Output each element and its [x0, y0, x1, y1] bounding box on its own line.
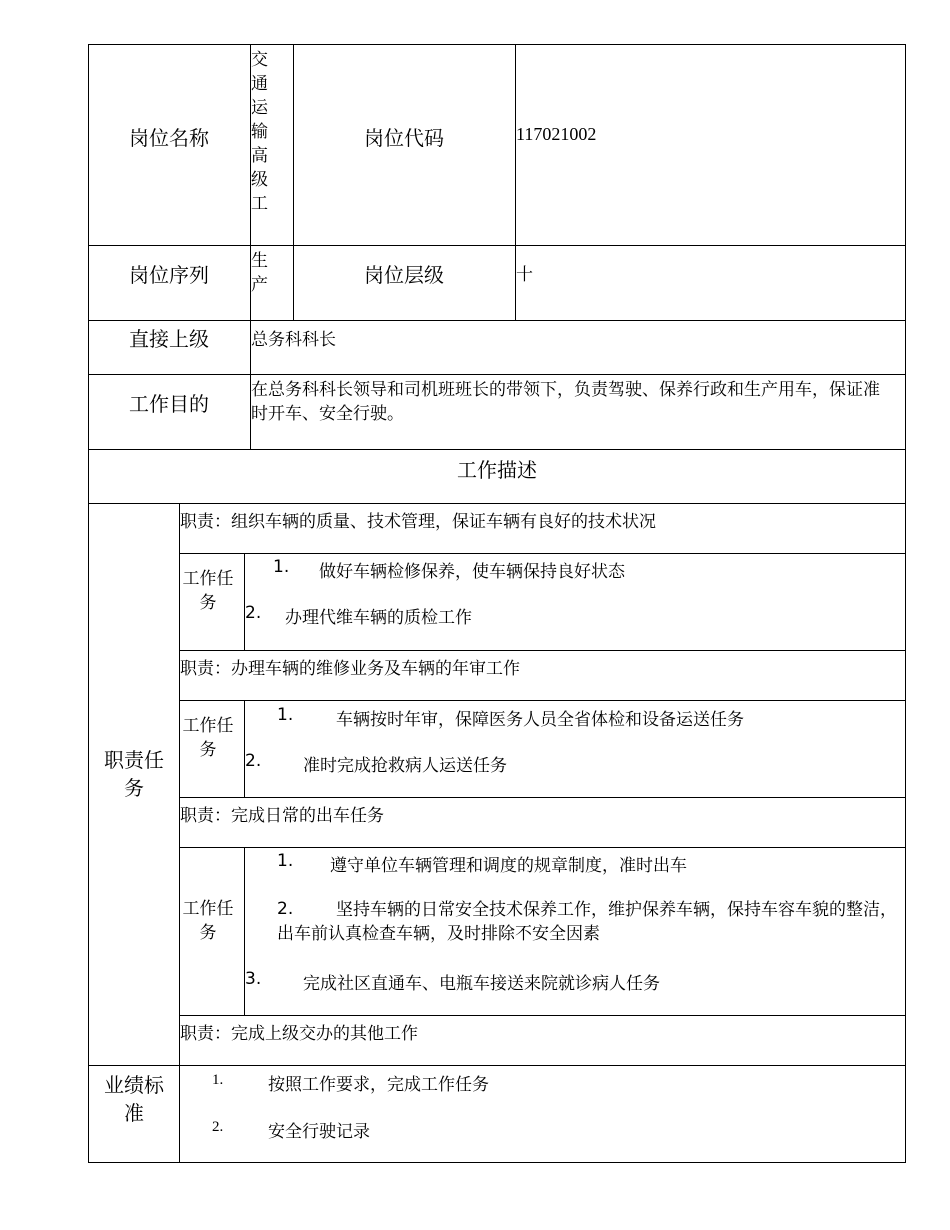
row-divider — [88, 449, 906, 450]
task-number: 2. — [245, 751, 262, 771]
row-divider — [88, 1065, 906, 1066]
row-divider — [179, 700, 906, 701]
position-series-value: 生产 — [251, 251, 268, 295]
row-divider — [179, 847, 906, 848]
task-number: 1. — [277, 705, 294, 725]
position-level-label: 岗位层级 — [364, 263, 444, 287]
task-text: 车辆按时年审，保障医务人员全省体检和设备运送任务 — [336, 710, 744, 730]
duty-title: 职责：组织车辆的质量、技术管理，保证车辆有良好的技术状况 — [180, 512, 656, 532]
task-text: 准时完成抢救病人运送任务 — [303, 756, 507, 776]
task-text: 完成社区直通车、电瓶车接送来院就诊病人任务 — [303, 974, 660, 994]
duty-title: 职责：办理车辆的维修业务及车辆的年审工作 — [180, 659, 520, 679]
position-series-label: 岗位序列 — [129, 263, 209, 287]
position-name-value: 交通运输高级工 — [251, 50, 268, 214]
section-title: 工作描述 — [457, 458, 537, 482]
row-divider — [88, 245, 906, 246]
task-number: 2. — [245, 603, 262, 623]
position-level-value: 十 — [516, 265, 533, 285]
task-label: 工作任务 — [182, 716, 234, 760]
position-code-value: 117021002 — [516, 124, 597, 144]
task-text: 办理代维车辆的质检工作 — [285, 608, 472, 628]
supervisor-label: 直接上级 — [129, 327, 209, 351]
position-name-label: 岗位名称 — [129, 126, 209, 150]
task-number: 3. — [245, 969, 262, 989]
supervisor-value: 总务科科长 — [251, 330, 336, 350]
row-divider — [88, 374, 906, 375]
col-divider — [244, 700, 245, 797]
task-text: 坚持车辆的日常安全技术保养工作，维护保养车辆，保持车容车貌的整洁，出车前认真检查车辆，及时排除不安全因素 — [277, 900, 897, 944]
task-number: 1. — [273, 557, 290, 577]
position-code-label: 岗位代码 — [364, 126, 444, 150]
row-divider — [88, 503, 906, 504]
task-text: 做好车辆检修保养，使车辆保持良好状态 — [319, 562, 625, 582]
purpose-value: 在总务科科长领导和司机班班长的带领下，负责驾驶、保养行政和生产用车，保证准时开车、安全行驶。 — [251, 380, 880, 424]
performance-text: 安全行驶记录 — [268, 1122, 370, 1142]
row-divider — [88, 320, 906, 321]
performance-number: 2. — [212, 1119, 224, 1135]
task-label: 工作任务 — [182, 569, 234, 613]
row-divider — [179, 1015, 906, 1016]
row-divider — [179, 797, 906, 798]
task-label: 工作任务 — [182, 899, 234, 943]
col-divider — [244, 847, 245, 1015]
duties-label: 职责任务 — [104, 748, 164, 800]
performance-label: 业绩标准 — [104, 1073, 164, 1125]
performance-number: 1. — [212, 1072, 224, 1088]
row-divider — [179, 553, 906, 554]
duty-title: 职责：完成上级交办的其他工作 — [180, 1024, 418, 1044]
purpose-label: 工作目的 — [129, 392, 209, 416]
row-divider — [179, 650, 906, 651]
duty-title: 职责：完成日常的出车任务 — [180, 806, 384, 826]
performance-text: 按照工作要求，完成工作任务 — [268, 1075, 489, 1095]
task-number: 1. — [277, 851, 294, 871]
col-divider — [244, 553, 245, 650]
task-text: 遵守单位车辆管理和调度的规章制度，准时出车 — [330, 856, 687, 876]
task-number: 2. — [277, 899, 294, 919]
col-divider — [179, 503, 180, 1163]
